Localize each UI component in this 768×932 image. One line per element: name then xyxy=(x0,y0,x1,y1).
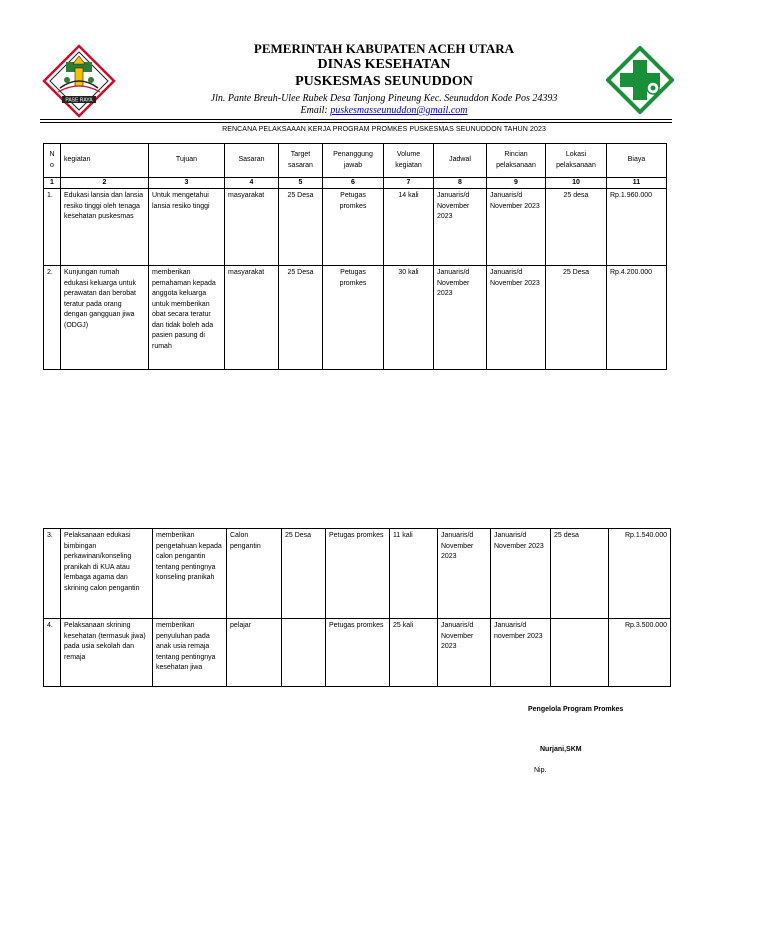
cell-biaya: Rp.1.960.000 xyxy=(607,189,667,266)
column-number-row xyxy=(44,178,667,189)
cell-kegiatan: Pelaksanaan skrining kesehatan (termasuk jiwa) pada usia sekolah dan remaja xyxy=(61,619,153,687)
table-row xyxy=(44,266,667,370)
col-number: 3 xyxy=(149,178,225,189)
cell-rincian: Januaris/d November 2023 xyxy=(491,529,551,619)
header-government: PEMERINTAH KABUPATEN ACEH UTARA xyxy=(253,41,515,56)
col-header-jadwal: Jadwal xyxy=(434,144,487,178)
col-header-sasaran: Sasaran xyxy=(225,144,279,178)
signature-role: Pengelola Program Promkes xyxy=(528,706,624,713)
cell-sasaran: masyarakat xyxy=(225,266,279,370)
header-address: Jln. Pante Breuh-Ulee Rubek Desa Tanjong Pineung Kec. Seunuddon Kode Pos 24393 xyxy=(210,93,558,104)
cell-biaya: Rp.1.540.000 xyxy=(609,529,671,619)
cell-penanggung-jawab: Petugas promkes xyxy=(323,189,384,266)
activity-table-part-1 xyxy=(43,143,667,370)
cell-biaya: Rp.3.500.000 xyxy=(609,619,671,687)
table-header-row xyxy=(44,144,667,178)
table-row xyxy=(44,529,671,619)
cell-tujuan: memberikan pengetahuan kepada calon pengantin tentang pentingnya konseling pranikah xyxy=(153,529,227,619)
col-header-volume: Volume kegiatan xyxy=(384,144,434,178)
col-header-lokasi: Lokasi pelaksanaan xyxy=(546,144,607,178)
col-number: 6 xyxy=(323,178,384,189)
col-number: 7 xyxy=(384,178,434,189)
col-header-rincian: Rincian pelaksanaan xyxy=(487,144,546,178)
cell-lokasi: 25 Desa xyxy=(546,266,607,370)
cell-sasaran: Calon pengantin xyxy=(227,529,282,619)
cell-jadwal: Januaris/d November 2023 xyxy=(434,189,487,266)
cell-kegiatan: Edukasi lansia dan lansia resiko tinggi oleh tenaga kesehatan puskesmas xyxy=(61,189,149,266)
col-header-penanggung-jawab: Penanggung jawab xyxy=(323,144,384,178)
col-number: 5 xyxy=(279,178,323,189)
col-number: 1 xyxy=(44,178,61,189)
cell-rincian: Januaris/d november 2023 xyxy=(491,619,551,687)
cell-no: 2. xyxy=(44,266,61,370)
cell-kegiatan: Pelaksanaan edukasi bimbingan perkawinan/konseling pranikah di KUA atau lembaga agama dan skrining calon pengantin xyxy=(61,529,153,619)
cell-sasaran: masyarakat xyxy=(225,189,279,266)
signature-nip: Nip. xyxy=(534,767,547,774)
cell-jadwal: Januaris/d November 2023 xyxy=(438,619,491,687)
cell-jadwal: Januaris/d November 2023 xyxy=(438,529,491,619)
cell-tujuan: memberikan penyuluhan pada anak usia remaja tentang pentingnya kesehatan jiwa xyxy=(153,619,227,687)
col-number: 8 xyxy=(434,178,487,189)
cell-lokasi: 25 desa xyxy=(551,529,609,619)
cell-tujuan: memberikan pemahaman kepada anggota keluarga untuk memberikan obat secara teratur dan tidak boleh ada pasien pasung di rumah xyxy=(149,266,225,370)
cell-rincian: Januaris/d November 2023 xyxy=(487,266,546,370)
cell-tujuan: Untuk mengetahui lansia resiko tinggi xyxy=(149,189,225,266)
col-header-no: N o xyxy=(44,144,61,178)
header-puskesmas: PUSKESMAS SEUNUDDON xyxy=(295,74,473,89)
cell-target: 25 Desa xyxy=(282,529,326,619)
cell-target: 25 Desa xyxy=(279,266,323,370)
activity-table-part-2 xyxy=(43,528,671,687)
col-number: 2 xyxy=(61,178,149,189)
cell-target xyxy=(282,619,326,687)
cell-penanggung-jawab: Petugas promkes xyxy=(326,529,390,619)
cell-kegiatan: Kunjungan rumah edukasi keluarga untuk perawatan dan berobat teratur pada orang dengan gangguan jiwa (ODGJ) xyxy=(61,266,149,370)
cell-no: 1. xyxy=(44,189,61,266)
cell-volume: 14 kali xyxy=(384,189,434,266)
col-header-target: Target sasaran xyxy=(279,144,323,178)
table-row xyxy=(44,619,671,687)
cell-rincian: Januaris/d November 2023 xyxy=(487,189,546,266)
cell-volume: 30 kali xyxy=(384,266,434,370)
col-header-biaya: Biaya xyxy=(607,144,667,178)
cell-no: 3. xyxy=(44,529,61,619)
header-rule-second xyxy=(40,122,672,123)
seal-caption: PASE RAYA xyxy=(65,97,93,104)
cell-no: 4. xyxy=(44,619,61,687)
cell-penanggung-jawab: Petugas promkes xyxy=(326,619,390,687)
cell-sasaran: pelajar xyxy=(227,619,282,687)
col-number: 4 xyxy=(225,178,279,189)
signature-name: Nurjani,SKM xyxy=(540,746,582,753)
cell-target: 25 Desa xyxy=(279,189,323,266)
col-header-kegiatan: kegiatan xyxy=(61,144,149,178)
email-label: Email: xyxy=(300,105,328,116)
document-title: RENCANA PELAKSAAAN KERJA PROGRAM PROMKES PUSKESMAS SEUNUDDON TAHUN 2023 xyxy=(222,126,546,133)
cell-penanggung-jawab: Petugas promkes xyxy=(323,266,384,370)
email-link[interactable]: puskesmasseunuddon@gmail.com xyxy=(330,105,468,116)
cell-jadwal: Januaris/d November 2023 xyxy=(434,266,487,370)
col-number: 9 xyxy=(487,178,546,189)
table-row xyxy=(44,189,667,266)
cell-volume: 11 kali xyxy=(390,529,438,619)
cell-lokasi: 25 desa xyxy=(546,189,607,266)
cell-volume: 25 kali xyxy=(390,619,438,687)
col-number: 10 xyxy=(546,178,607,189)
col-header-tujuan: Tujuan xyxy=(149,144,225,178)
header-department: DINAS KESEHATAN xyxy=(317,57,451,72)
col-number: 11 xyxy=(607,178,667,189)
header-rule xyxy=(40,119,672,120)
cell-lokasi xyxy=(551,619,609,687)
cell-biaya: Rp.4.200.000 xyxy=(607,266,667,370)
header-email-line xyxy=(0,105,768,116)
